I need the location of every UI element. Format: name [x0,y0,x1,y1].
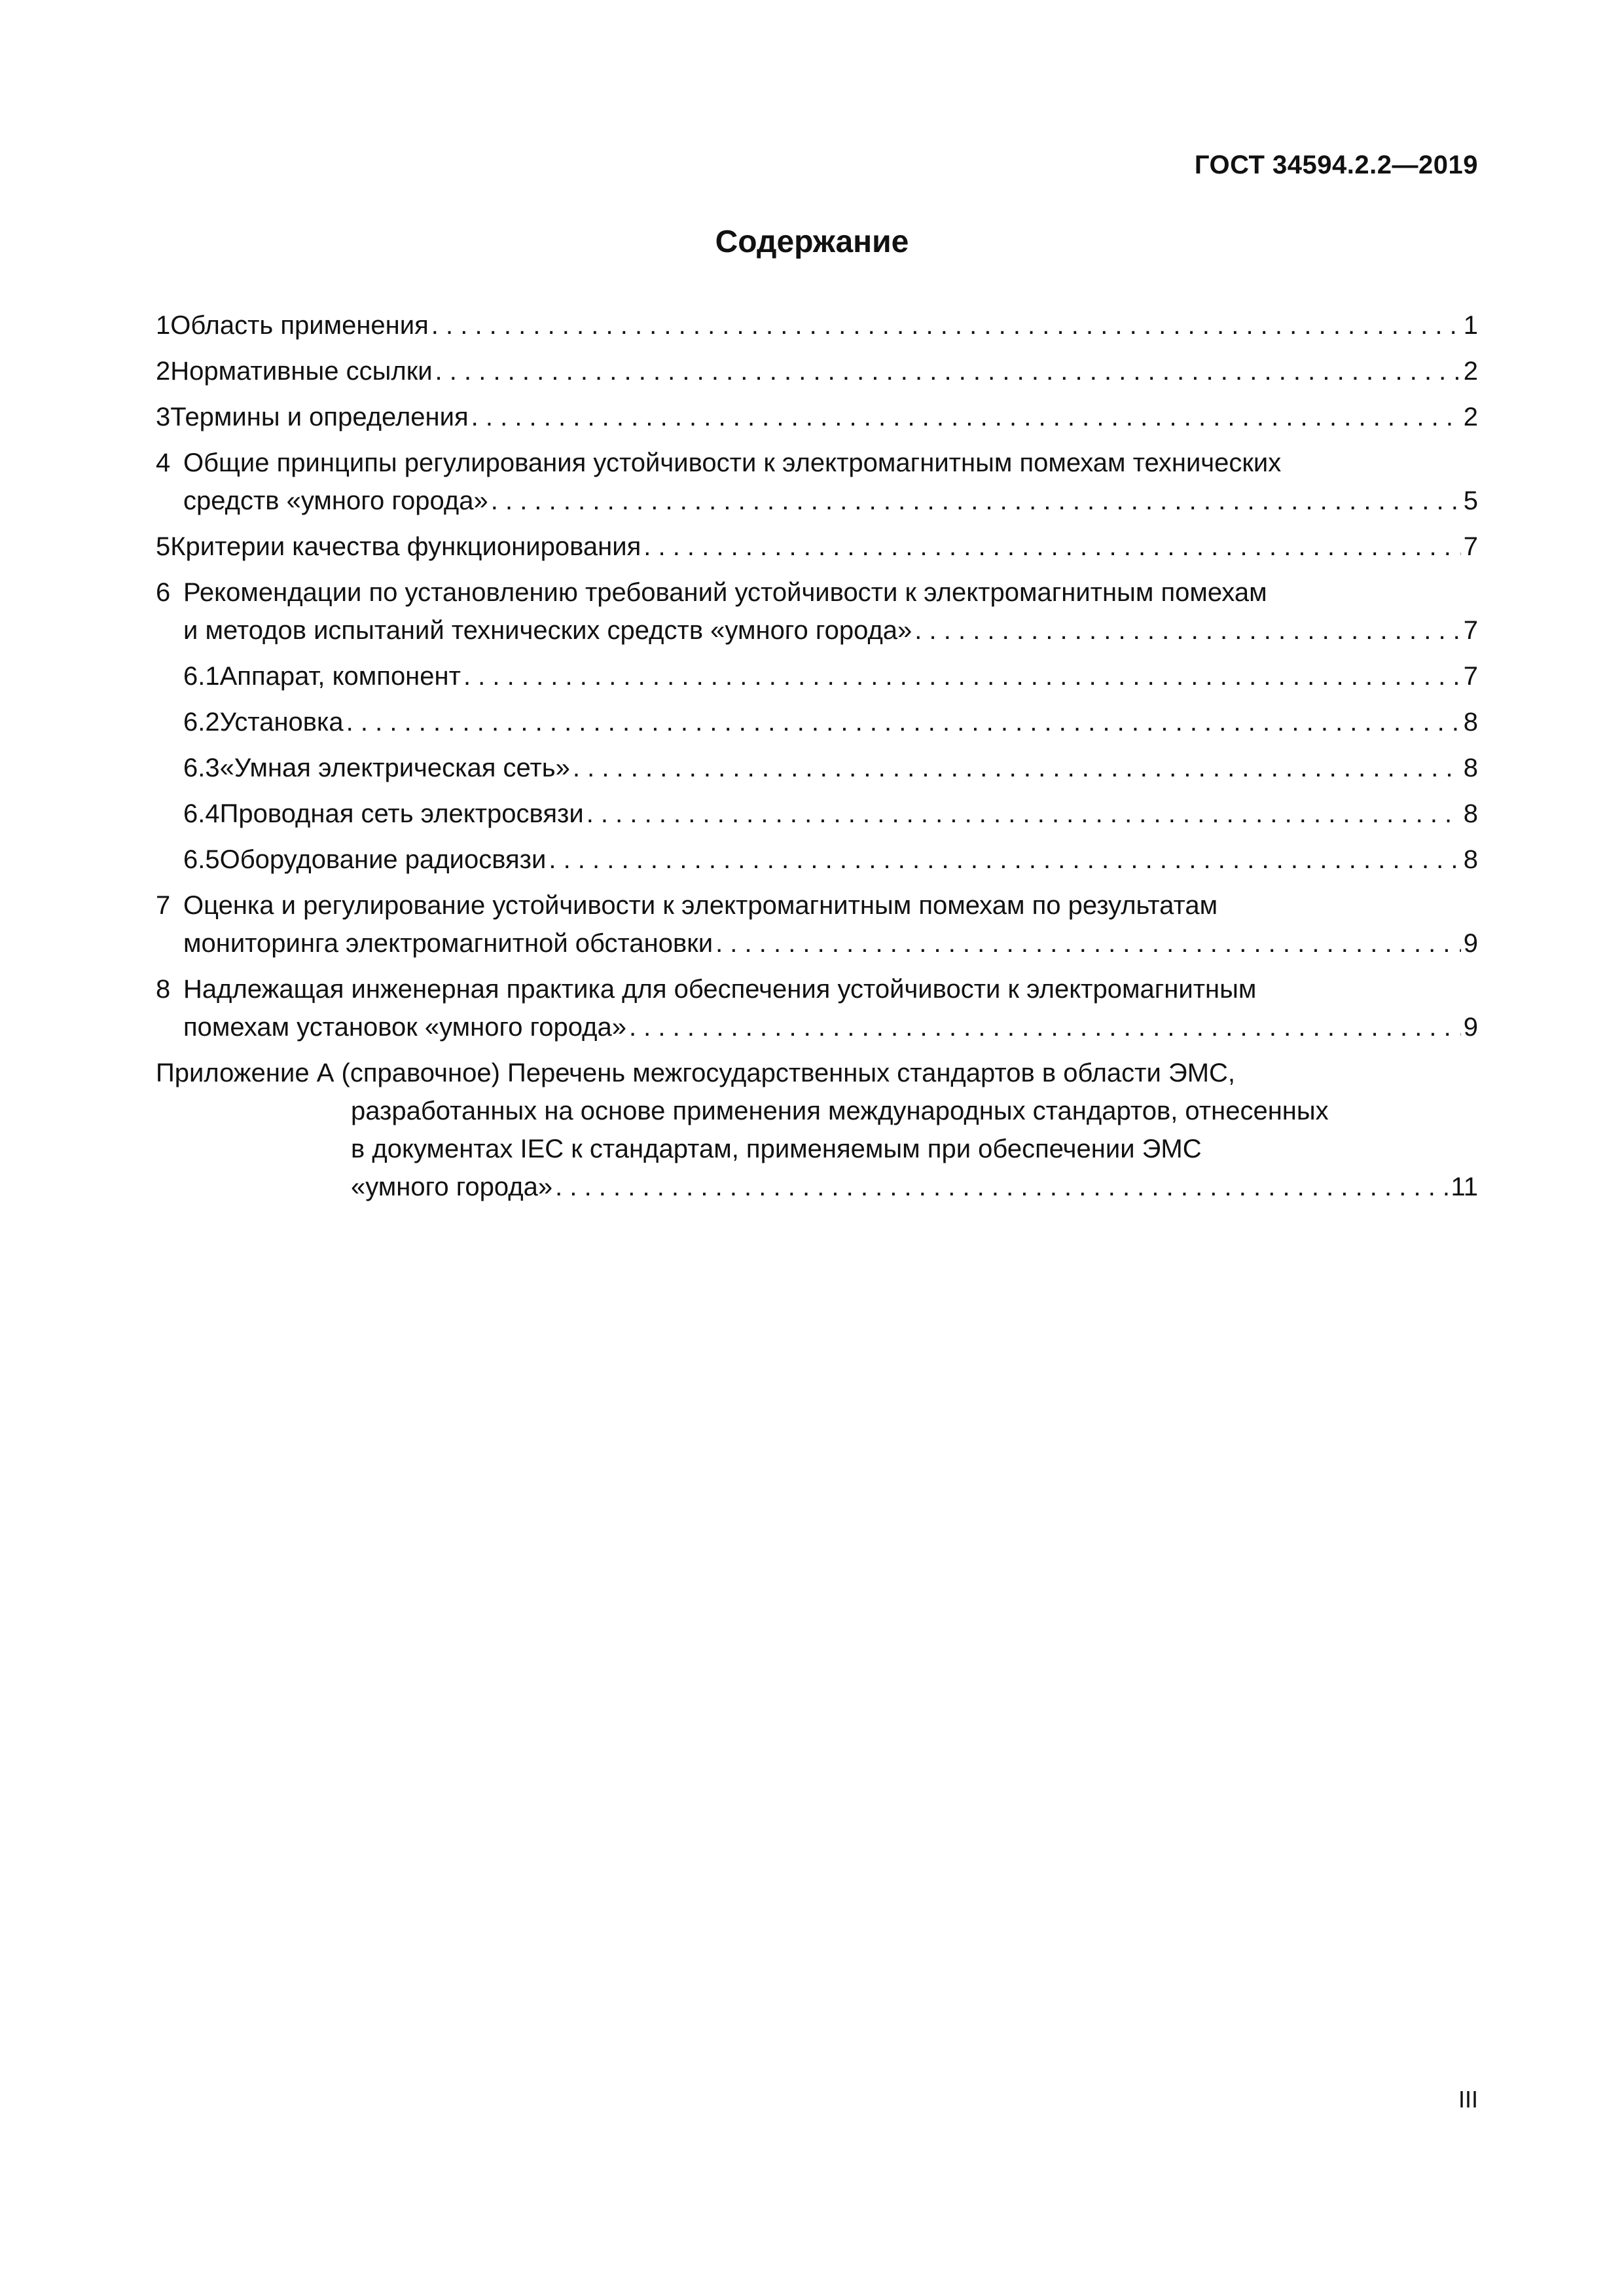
toc-entry-page: 8 [1463,754,1478,782]
toc-entry-page: 2 [1463,357,1478,386]
toc-entry-title: Аппарат, компонент [219,662,461,691]
leader-dots [463,657,1461,695]
toc-entry-page: 1 [1463,311,1478,340]
appendix-title-cont: разработанных на основе применения международных стандартов, отнесенных [351,1097,1329,1125]
toc-entry-title: Установка [219,708,344,737]
appendix-title-cont: в документах IEC к стандартам, применяемым при обеспечении ЭМС [351,1135,1202,1163]
document-code: ГОСТ 34594.2.2—2019 [1194,151,1478,179]
appendix-title-cont: «умного города» [351,1173,553,1201]
toc-entry-title: Проводная сеть электросвязи [219,799,584,828]
toc-entry-6-4[interactable] [156,795,1478,833]
table-of-contents [156,306,1478,1206]
toc-entry-title-cont: помехам установок «умного города» [183,1013,626,1042]
leader-dots [715,924,1461,962]
toc-entry-7[interactable] [156,886,1478,962]
toc-entry-page: 7 [1463,616,1478,645]
toc-entry-8[interactable] [156,970,1478,1046]
toc-entry-page: 11 [1451,1173,1478,1201]
toc-entry-page: 7 [1463,532,1478,561]
toc-entry-title: Термины и определения [170,403,469,431]
toc-entry-number: 2 [156,357,171,386]
toc-entry-number: 7 [156,891,171,920]
toc-entry-title: Надлежащая инженерная практика для обеспечения устойчивости к электромагнитным [183,975,1257,1004]
leader-dots [471,398,1461,436]
appendix-title: Приложение А (справочное) Перечень межгосударственных стандартов в области ЭМС, [156,1059,1236,1087]
leader-dots [629,1008,1461,1046]
toc-entry-1[interactable] [156,306,1478,344]
leader-dots [435,352,1461,390]
toc-entry-number: 8 [156,975,171,1004]
toc-entry-title-cont: мониторинга электромагнитной обстановки [183,929,713,958]
toc-title: Содержание [715,225,909,259]
toc-entry-2[interactable] [156,352,1478,390]
toc-entry-title-cont: средств «умного города» [183,486,488,515]
toc-entry-appendix-a[interactable] [156,1054,1478,1206]
toc-entry-title: Оценка и регулирование устойчивости к электромагнитным помехам по результатам [183,891,1218,920]
toc-entry-page: 8 [1463,799,1478,828]
toc-entry-title: Рекомендации по установлению требований устойчивости к электромагнитным помехам [183,578,1267,607]
toc-entry-title: Критерии качества функционирования [170,532,641,561]
toc-entry-3[interactable] [156,398,1478,436]
toc-entry-number: 6.3 [183,754,220,782]
toc-entry-number: 6.1 [183,662,220,691]
toc-entry-page: 7 [1463,662,1478,691]
toc-entry-6-1[interactable] [156,657,1478,695]
leader-dots [643,528,1461,566]
toc-entry-number: 5 [156,532,171,561]
toc-entry-page: 9 [1463,1013,1478,1042]
toc-entry-title: Оборудование радиосвязи [219,845,547,874]
toc-entry-page: 8 [1463,708,1478,737]
leader-dots [346,703,1461,741]
page-number: III [1458,2086,1478,2113]
leader-dots [586,795,1461,833]
toc-entry-number: 6 [156,578,171,607]
leader-dots [555,1168,1448,1206]
toc-entry-number: 4 [156,448,171,477]
toc-entry-title: Общие принципы регулирования устойчивости к электромагнитным помехам технических [183,448,1282,477]
leader-dots [549,841,1460,879]
toc-entry-6-3[interactable] [156,749,1478,787]
toc-entry-page: 5 [1463,486,1478,515]
leader-dots [914,611,1460,649]
toc-entry-6-5[interactable] [156,841,1478,879]
toc-entry-6[interactable] [156,574,1478,649]
toc-entry-number: 1 [156,311,171,340]
toc-entry-4[interactable] [156,444,1478,520]
toc-entry-page: 2 [1463,403,1478,431]
toc-entry-title: Нормативные ссылки [170,357,433,386]
leader-dots [573,749,1461,787]
toc-entry-title: Область применения [170,311,429,340]
toc-entry-page: 9 [1463,929,1478,958]
leader-dots [431,306,1461,344]
toc-entry-number: 6.4 [183,799,220,828]
toc-entry-number: 3 [156,403,171,431]
toc-entry-title: «Умная электрическая сеть» [219,754,570,782]
leader-dots [491,482,1461,520]
toc-entry-number: 6.2 [183,708,220,737]
toc-entry-5[interactable] [156,528,1478,566]
toc-entry-page: 8 [1463,845,1478,874]
toc-entry-number: 6.5 [183,845,220,874]
toc-entry-6-2[interactable] [156,703,1478,741]
toc-entry-title-cont: и методов испытаний технических средств «умного города» [183,616,912,645]
